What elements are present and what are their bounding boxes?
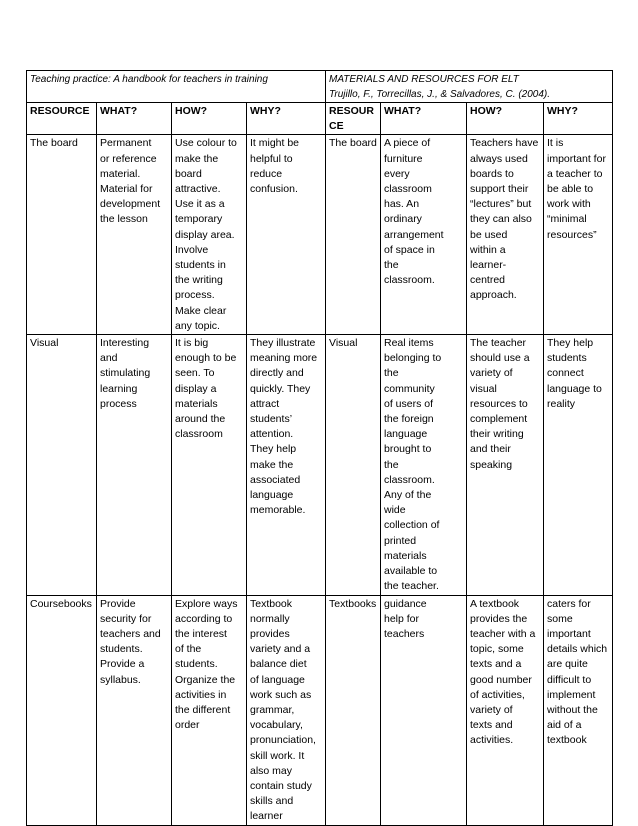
cell-text-line: contain study bbox=[250, 779, 312, 792]
cell-text-line: classroom. bbox=[384, 274, 435, 287]
cell-text-line: details which bbox=[547, 643, 608, 656]
cell-text-line: are quite bbox=[547, 658, 588, 671]
cell-text-line: Make clear bbox=[175, 304, 227, 317]
cell-text-line: aid of a bbox=[547, 719, 582, 732]
cell-text-line: resources” bbox=[547, 228, 597, 241]
how-cell bbox=[467, 135, 544, 335]
cell-text-line: of language bbox=[250, 673, 305, 686]
how-cell bbox=[172, 595, 247, 825]
cell-text-line: students bbox=[547, 352, 587, 365]
resource-cell bbox=[326, 135, 381, 335]
why-cell bbox=[544, 335, 613, 595]
cell-text-line: A piece of bbox=[384, 137, 431, 150]
cell-text-line: the foreign bbox=[384, 413, 434, 426]
cell-text-line: provides the bbox=[470, 612, 528, 625]
cell-text-line: the lesson bbox=[100, 213, 148, 226]
cell-text-line: Use it as a bbox=[175, 198, 225, 211]
cell-text-line: teachers and bbox=[100, 627, 161, 640]
cell-text-line: provides bbox=[250, 627, 290, 640]
cell-text-line: students. bbox=[100, 643, 143, 656]
cell-text-line: variety and a bbox=[250, 643, 311, 656]
resources-table bbox=[26, 70, 613, 826]
cell-text-line: of space in bbox=[384, 243, 435, 256]
how-cell bbox=[467, 595, 544, 825]
cell-text-line: caters for bbox=[547, 597, 591, 610]
column-header-resource: RESOURCE bbox=[326, 103, 381, 135]
cell-text-line: activities in bbox=[175, 688, 227, 701]
cell-text-line: meaning more bbox=[250, 352, 318, 365]
cell-text-line: Material for bbox=[100, 183, 153, 196]
cell-text-line: the bbox=[384, 367, 399, 380]
cell-text-line: materials bbox=[175, 397, 218, 410]
table-row bbox=[27, 595, 613, 825]
cell-text-line: skill work. It bbox=[250, 749, 305, 762]
table-header-row bbox=[27, 71, 613, 103]
cell-text-line: They help bbox=[250, 443, 297, 456]
why-cell bbox=[544, 135, 613, 335]
cell-text-line: support their bbox=[470, 183, 529, 196]
cell-text-line: Organize the bbox=[175, 673, 236, 686]
cell-text-line: their writing bbox=[470, 428, 524, 441]
cell-text-line: classroom. bbox=[384, 473, 435, 486]
cell-text-line: Teachers have bbox=[470, 137, 539, 150]
resource-cell bbox=[27, 135, 97, 335]
cell-text-line: Interesting bbox=[100, 337, 150, 350]
column-header-what: WHAT? bbox=[381, 103, 467, 135]
cell-text-line: always used bbox=[470, 152, 528, 165]
cell-text-line: has. An bbox=[384, 198, 420, 211]
cell-text-line: grammar, bbox=[250, 703, 295, 716]
cell-text-line: Textbook bbox=[250, 597, 293, 610]
cell-text-line: texts and bbox=[470, 719, 513, 732]
cell-text-line: they can also bbox=[470, 213, 532, 226]
cell-text-line: The board bbox=[30, 137, 78, 150]
cell-text-line: learner- bbox=[470, 259, 507, 272]
cell-text-line: Provide a bbox=[100, 658, 145, 671]
resource-cell bbox=[27, 595, 97, 825]
cell-text-line: It is bbox=[547, 137, 564, 150]
cell-text-line: a teacher to bbox=[547, 167, 603, 180]
what-cell bbox=[381, 595, 467, 825]
cell-text-line: directly and bbox=[250, 367, 304, 380]
cell-text-line: The teacher bbox=[470, 337, 527, 350]
cell-text-line: the different bbox=[175, 703, 231, 716]
cell-text-line: or reference bbox=[100, 152, 157, 165]
cell-text-line: be able to bbox=[547, 183, 594, 196]
cell-text-line: make the bbox=[250, 458, 294, 471]
cell-text-line: Visual bbox=[329, 337, 358, 350]
cell-text-line: They illustrate bbox=[250, 337, 316, 350]
cell-text-line: process bbox=[100, 397, 137, 410]
cell-text-line: wide bbox=[384, 504, 406, 517]
cell-text-line: attention. bbox=[250, 428, 294, 441]
why-cell bbox=[247, 595, 326, 825]
cell-text-line: complement bbox=[470, 413, 528, 426]
why-cell bbox=[544, 595, 613, 825]
cell-text-line: Textbooks bbox=[329, 597, 377, 610]
cell-text-line: the writing bbox=[175, 274, 223, 287]
how-cell bbox=[172, 335, 247, 595]
why-cell bbox=[247, 335, 326, 595]
cell-text-line: topic, some bbox=[470, 643, 524, 656]
cell-text-line: students. bbox=[175, 658, 218, 671]
how-cell bbox=[172, 135, 247, 335]
cell-text-line: stimulating bbox=[100, 367, 151, 380]
how-cell bbox=[467, 335, 544, 595]
cell-text-line: implement bbox=[547, 688, 596, 701]
cell-text-line: Real items bbox=[384, 337, 434, 350]
column-header-why: WHY? bbox=[544, 103, 613, 135]
cell-text-line: resources to bbox=[470, 397, 528, 410]
cell-text-line: printed bbox=[384, 534, 417, 547]
cell-text-line: important for bbox=[547, 152, 606, 165]
cell-text-line: and bbox=[100, 352, 118, 365]
column-header-row bbox=[27, 103, 613, 135]
cell-text-line: make the bbox=[175, 152, 219, 165]
cell-text-line: Any of the bbox=[384, 489, 432, 502]
cell-text-line: normally bbox=[250, 612, 290, 625]
cell-text-line: development bbox=[100, 198, 161, 211]
cell-text-line: confusion. bbox=[250, 183, 298, 196]
cell-text-line: language bbox=[250, 489, 294, 502]
cell-text-line: guidance bbox=[384, 597, 427, 610]
cell-text-line: display area. bbox=[175, 228, 235, 241]
column-header-how: HOW? bbox=[172, 103, 247, 135]
cell-text-line: textbook bbox=[547, 734, 587, 747]
cell-text-line: Use colour to bbox=[175, 137, 237, 150]
cell-text-line: activities. bbox=[470, 734, 514, 747]
cell-text-line: “minimal bbox=[547, 213, 587, 226]
cell-text-line: It is big bbox=[175, 337, 209, 350]
cell-text-line: material. bbox=[100, 167, 141, 180]
cell-text-line: according to bbox=[175, 612, 233, 625]
book-title-cell bbox=[27, 71, 326, 103]
cell-text-line: any topic. bbox=[175, 319, 220, 332]
cell-text-line: materials bbox=[384, 549, 427, 562]
cell-text-line: temporary bbox=[175, 213, 223, 226]
cell-text-line: display a bbox=[175, 382, 217, 395]
what-cell bbox=[97, 595, 172, 825]
cell-text-line: reduce bbox=[250, 167, 283, 180]
cell-text-line: of the bbox=[175, 643, 202, 656]
cell-text-line: arrangement bbox=[384, 228, 444, 241]
cell-text-line: teacher with a bbox=[470, 627, 536, 640]
cell-text-line: “lectures” but bbox=[470, 198, 532, 211]
reference-title: MATERIALS AND RESOURCES FOR ELT bbox=[329, 74, 519, 85]
cell-text-line: A textbook bbox=[470, 597, 520, 610]
column-header-what: WHAT? bbox=[97, 103, 172, 135]
column-header-how: HOW? bbox=[467, 103, 544, 135]
cell-text-line: centred bbox=[470, 274, 506, 287]
resource-cell bbox=[326, 595, 381, 825]
cell-text-line: board bbox=[175, 167, 202, 180]
cell-text-line: visual bbox=[470, 382, 497, 395]
what-cell bbox=[381, 335, 467, 595]
cell-text-line: furniture bbox=[384, 152, 423, 165]
cell-text-line: order bbox=[175, 719, 200, 732]
why-cell bbox=[247, 135, 326, 335]
column-header-resource: RESOURCE bbox=[27, 103, 97, 135]
cell-text-line: balance diet bbox=[250, 658, 307, 671]
cell-text-line: security for bbox=[100, 612, 152, 625]
cell-text-line: should use a bbox=[470, 352, 530, 365]
cell-text-line: texts and a bbox=[470, 658, 522, 671]
cell-text-line: brought to bbox=[384, 443, 432, 456]
cell-text-line: of activities, bbox=[470, 688, 525, 701]
cell-text-line: some bbox=[547, 612, 573, 625]
cell-text-line: available to bbox=[384, 565, 438, 578]
cell-text-line: It might be bbox=[250, 137, 300, 150]
resource-cell bbox=[326, 335, 381, 595]
cell-text-line: approach. bbox=[470, 289, 517, 302]
cell-text-line: students in bbox=[175, 259, 226, 272]
cell-text-line: students’ bbox=[250, 413, 293, 426]
cell-text-line: important bbox=[547, 627, 591, 640]
what-cell bbox=[381, 135, 467, 335]
cell-text-line: seen. To bbox=[175, 367, 215, 380]
cell-text-line: and their bbox=[470, 443, 511, 456]
what-cell bbox=[97, 335, 172, 595]
cell-text-line: difficult to bbox=[547, 673, 592, 686]
cell-text-line: associated bbox=[250, 473, 301, 486]
cell-text-line: the teacher. bbox=[384, 580, 439, 593]
cell-text-line: work such as bbox=[250, 688, 312, 701]
cell-text-line: attract bbox=[250, 397, 280, 410]
cell-text-line: help for bbox=[384, 612, 420, 625]
resource-cell bbox=[27, 335, 97, 595]
cell-text-line: around the bbox=[175, 413, 226, 426]
cell-text-line: enough to be bbox=[175, 352, 237, 365]
cell-text-line: boards to bbox=[470, 167, 514, 180]
cell-text-line: the interest bbox=[175, 627, 227, 640]
cell-text-line: Visual bbox=[30, 337, 59, 350]
cell-text-line: the bbox=[384, 259, 399, 272]
cell-text-line: They help bbox=[547, 337, 594, 350]
cell-text-line: variety of bbox=[470, 703, 513, 716]
what-cell bbox=[97, 135, 172, 335]
cell-text-line: Explore ways bbox=[175, 597, 238, 610]
cell-text-line: classroom bbox=[384, 183, 432, 196]
cell-text-line: of users of bbox=[384, 397, 434, 410]
column-header-why: WHY? bbox=[247, 103, 326, 135]
table-body bbox=[27, 135, 613, 825]
cell-text-line: skills and bbox=[250, 795, 294, 808]
cell-text-line: memorable. bbox=[250, 504, 306, 517]
cell-text-line: helpful to bbox=[250, 152, 293, 165]
cell-text-line: attractive. bbox=[175, 183, 221, 196]
table-row bbox=[27, 335, 613, 595]
table-row bbox=[27, 135, 613, 335]
cell-text-line: classroom bbox=[175, 428, 223, 441]
cell-text-line: without the bbox=[547, 703, 598, 716]
cell-text-line: good number bbox=[470, 673, 532, 686]
cell-text-line: work with bbox=[547, 198, 591, 211]
cell-text-line: vocabulary, bbox=[250, 719, 303, 732]
cell-text-line: language bbox=[384, 428, 428, 441]
cell-text-line: belonging to bbox=[384, 352, 442, 365]
cell-text-line: Involve bbox=[175, 243, 209, 256]
book-title: Teaching practice: A handbook for teachers in training bbox=[30, 74, 268, 85]
cell-text-line: pronunciation, bbox=[250, 734, 316, 747]
cell-text-line: learner bbox=[250, 810, 283, 823]
cell-text-line: Provide bbox=[100, 597, 136, 610]
cell-text-line: be used bbox=[470, 228, 508, 241]
cell-text-line: ordinary bbox=[384, 213, 422, 226]
cell-text-line: the bbox=[384, 458, 399, 471]
cell-text-line: process. bbox=[175, 289, 215, 302]
cell-text-line: variety of bbox=[470, 367, 513, 380]
cell-text-line: language to bbox=[547, 382, 602, 395]
cell-text-line: The board bbox=[329, 137, 377, 150]
cell-text-line: also may bbox=[250, 764, 293, 777]
cell-text-line: teachers bbox=[384, 627, 425, 640]
cell-text-line: every bbox=[384, 167, 410, 180]
cell-text-line: Coursebooks bbox=[30, 597, 92, 610]
cell-text-line: syllabus. bbox=[100, 673, 141, 686]
cell-text-line: Permanent bbox=[100, 137, 152, 150]
cell-text-line: speaking bbox=[470, 458, 513, 471]
cell-text-line: reality bbox=[547, 397, 576, 410]
cell-text-line: within a bbox=[470, 243, 506, 256]
reference-cell bbox=[326, 71, 613, 103]
cell-text-line: community bbox=[384, 382, 435, 395]
cell-text-line: connect bbox=[547, 367, 584, 380]
reference-citation: Trujillo, F., Torrecillas, J., & Salvadores, C. (2004). bbox=[329, 89, 551, 100]
cell-text-line: collection of bbox=[384, 519, 440, 532]
cell-text-line: learning bbox=[100, 382, 138, 395]
cell-text-line: quickly. They bbox=[250, 382, 311, 395]
